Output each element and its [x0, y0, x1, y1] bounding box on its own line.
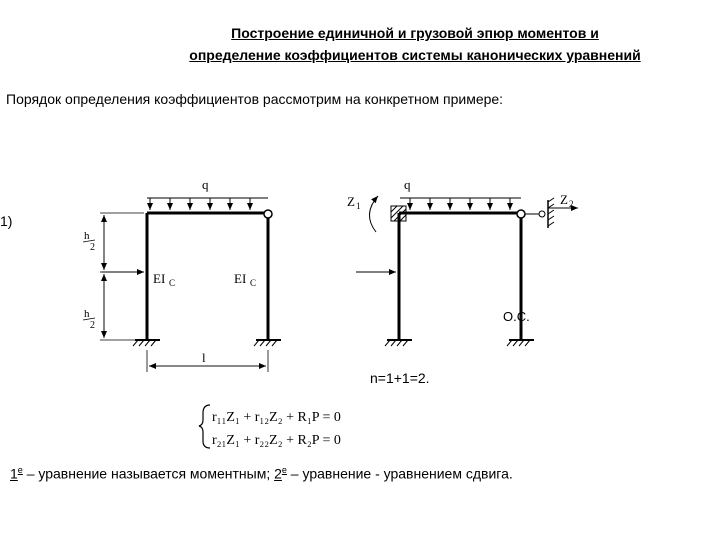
left-stiffness-left-sub: C: [169, 278, 176, 288]
left-height-dimension: [100, 213, 144, 340]
right-support-fixed-2: [507, 340, 534, 346]
footer-n2: 2: [274, 465, 282, 482]
right-z1-label: Z: [347, 194, 355, 209]
right-basic-system-label: О.С.: [503, 309, 530, 324]
left-frame: [0, 177, 281, 372]
footer-text: [10, 465, 513, 482]
title-line-2: определение коэффициентов системы канонических уравнений: [189, 47, 641, 63]
footer-text1: – уравнение называется моментным;: [22, 465, 275, 482]
right-degree-label: n=1+1=2.: [370, 370, 430, 386]
right-z2-label: Z: [560, 192, 568, 207]
left-hinge: [264, 210, 272, 218]
footer-n1: 1: [10, 465, 18, 482]
equation-1: r₁₁Z₁ + r₁₂Z₂ + R₁P = 0: [212, 410, 341, 425]
title-line-1: Построение единичной и грузовой эпюр моментов и: [231, 25, 599, 41]
right-horizontal-link: [525, 198, 554, 228]
right-frame: [347, 177, 578, 386]
left-span-dimension: [147, 350, 268, 372]
footer-text2: – уравнение - уравнением сдвига.: [286, 465, 513, 482]
equation-2: r₂₁Z₁ + r₂₂Z₂ + R₂P = 0: [212, 433, 341, 448]
right-support-fixed-1: [385, 340, 412, 346]
left-frame-index-label: 1): [0, 213, 13, 229]
left-support-fixed-1: [133, 340, 160, 346]
left-load-label: q: [202, 177, 209, 192]
footer-sup1: е: [17, 465, 23, 475]
right-load-label: q: [404, 177, 411, 192]
left-h-top: h: [84, 230, 90, 242]
footer-sup2: е: [281, 465, 287, 475]
right-z2-sub: 2: [569, 199, 574, 209]
left-h-bot-den: 2: [90, 320, 95, 331]
right-z1-rotation-arrow: [369, 196, 378, 232]
canonical-equations: [199, 405, 341, 448]
right-distributed-load: [400, 198, 521, 210]
right-z1-sub: 1: [356, 201, 361, 211]
left-distributed-load: [147, 198, 268, 210]
right-hinge: [517, 210, 525, 218]
left-support-fixed-2: [254, 340, 281, 346]
equations-brace: [199, 405, 210, 448]
intro-text: Порядок определения коэффициентов рассмотрим на конкретном примере:: [6, 91, 504, 107]
left-stiffness-right-sub: C: [250, 278, 257, 288]
left-stiffness-left: EI: [153, 271, 166, 286]
left-stiffness-right: EI: [234, 271, 247, 286]
left-h-top-den: 2: [90, 242, 95, 253]
left-span-label: l: [202, 350, 206, 365]
left-h-bot: h: [84, 308, 90, 320]
